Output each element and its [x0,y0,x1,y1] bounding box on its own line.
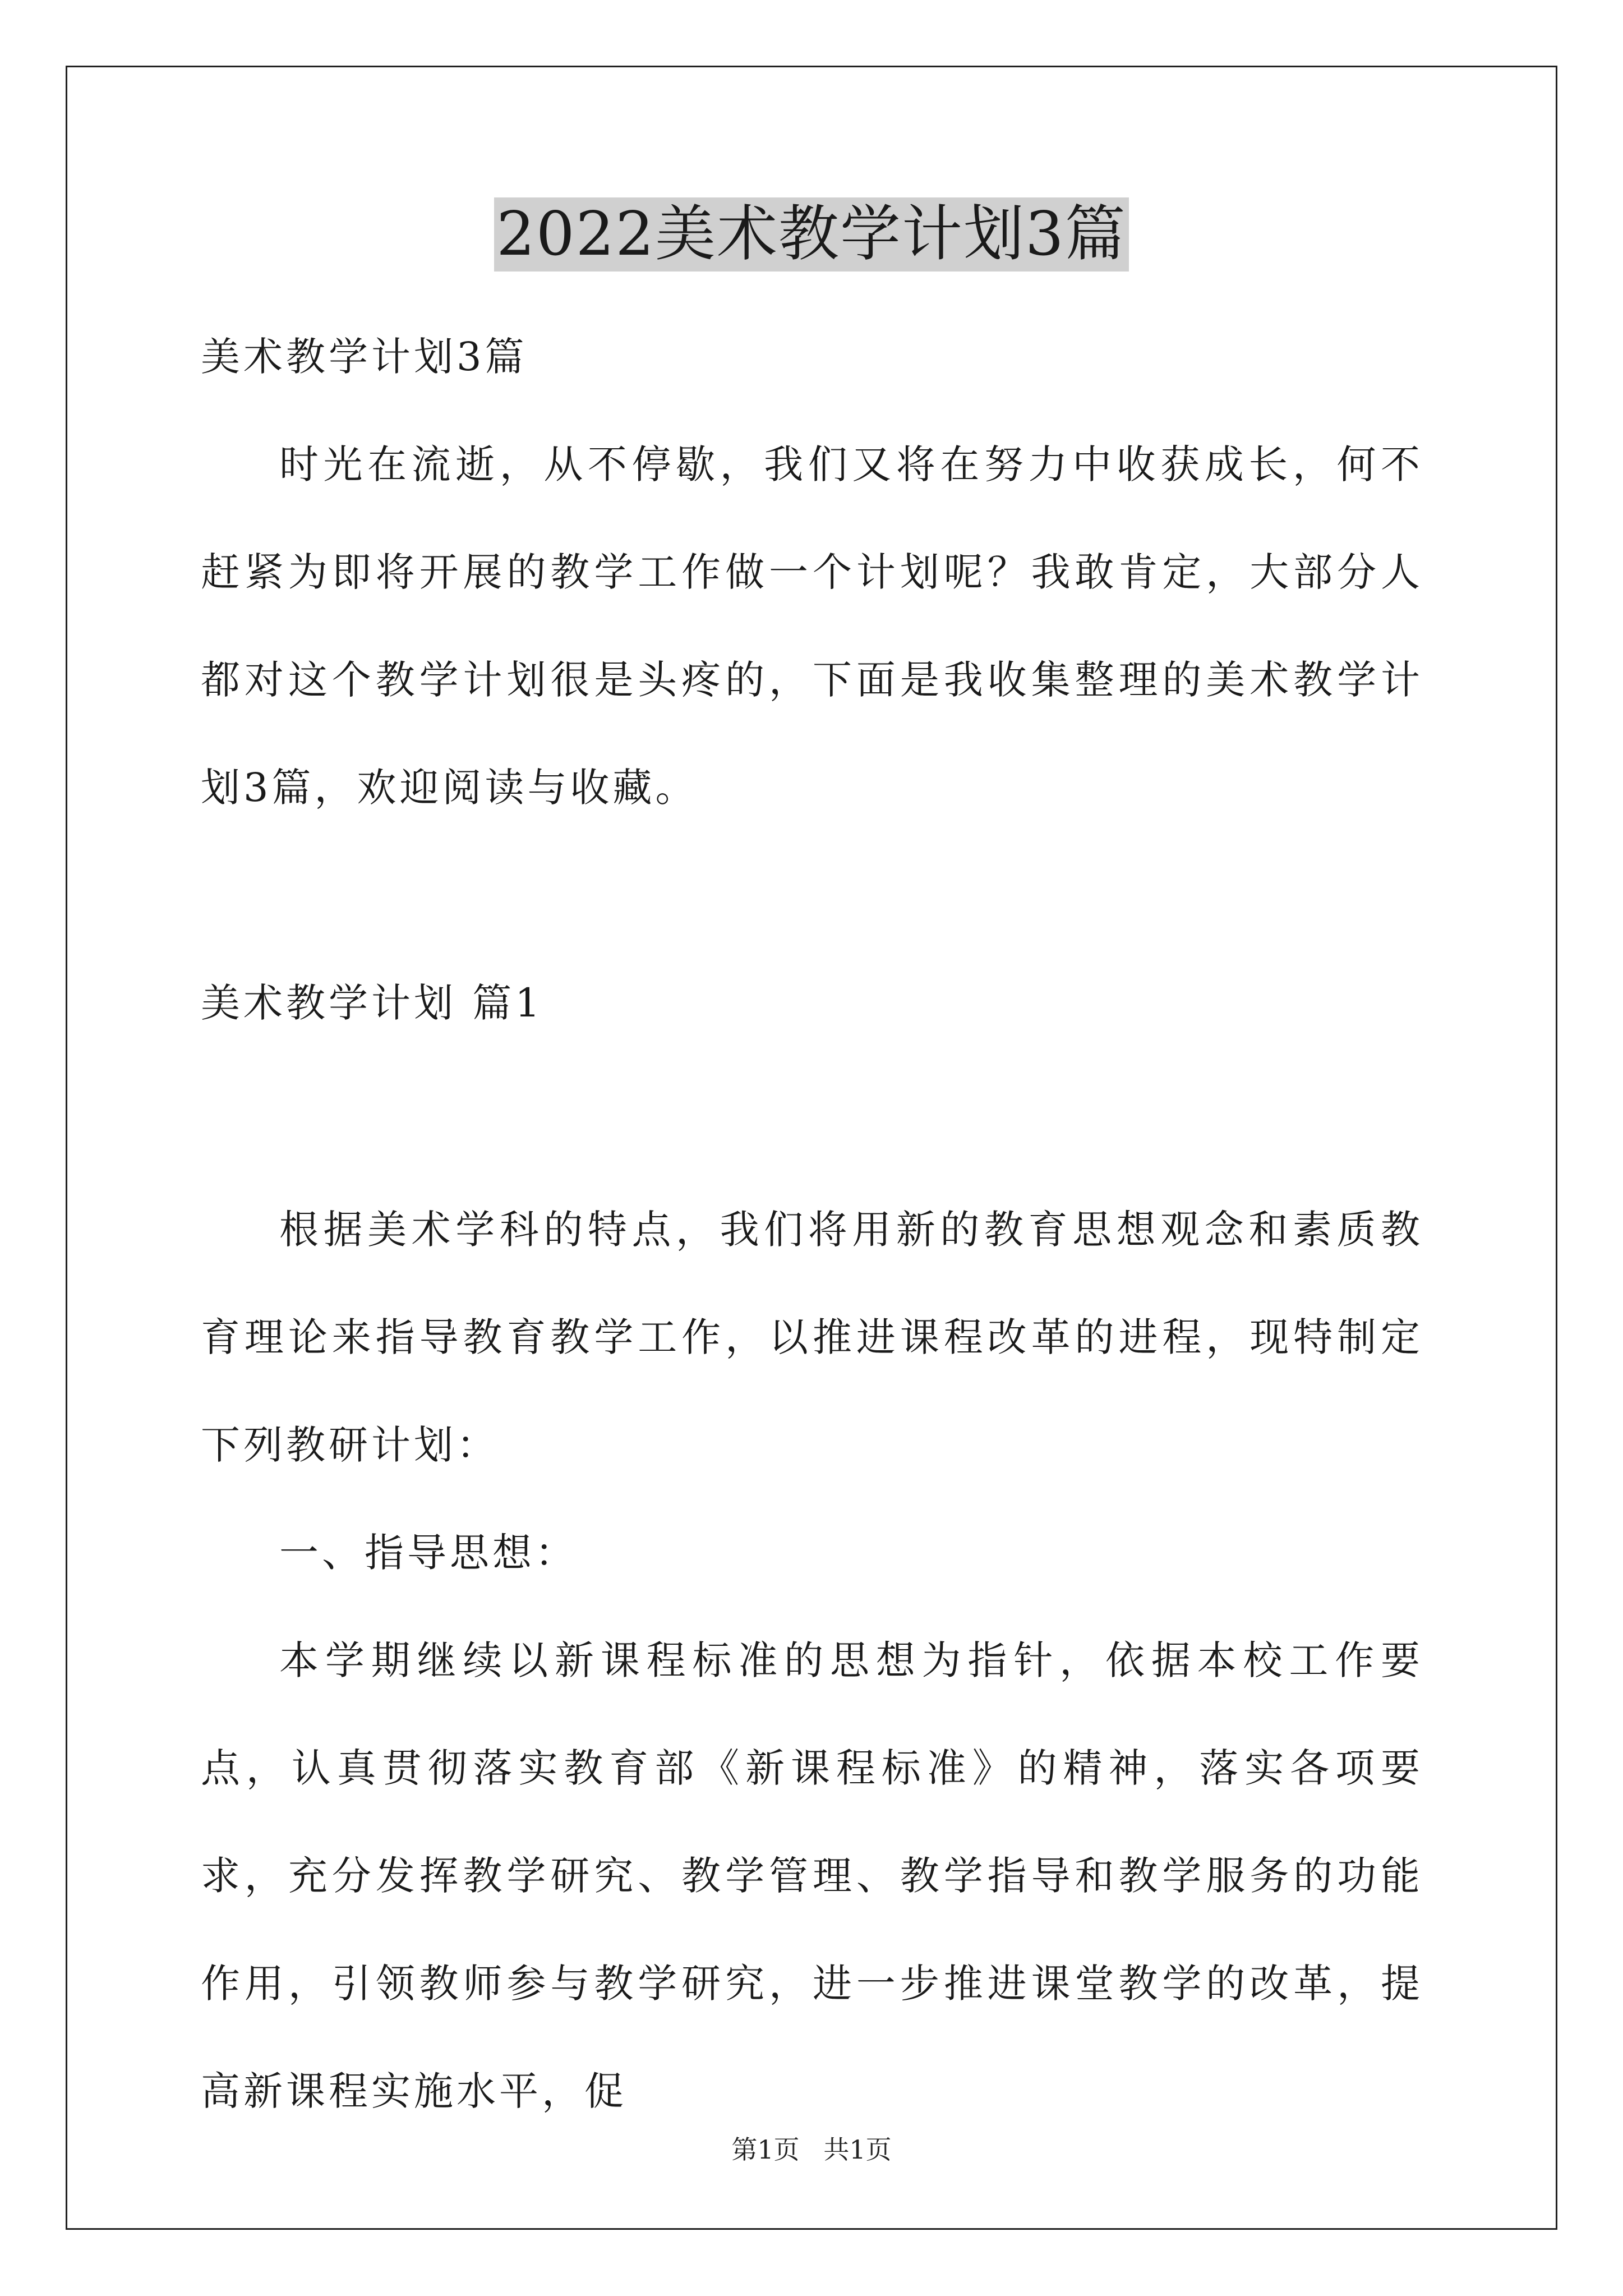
intro-block [201,411,1423,841]
page-footer [0,2129,1623,2166]
body-paragraph: 本学期继续以新课程标准的思想为指针，依据本校工作要点，认真贯彻落实教育部《新课程标准》的精神，落实各项要求，充分发挥教学研究、教学管理、教学指导和教学服务的功能作用，引领教师参与教学研究，进一步推进课堂教学的改革，提高新课程实施水平，促 [201,1637,1423,2114]
intro-paragraph: 时光在流逝，从不停歇，我们又将在努力中收获成长，何不赶紧为即将开展的教学工作做一个计划呢？我敢肯定，大部分人都对这个教学计划很是头疼的，下面是我收集整理的美术教学计划3篇，欢迎阅读与收藏。 [201,441,1423,811]
section-heading: 美术教学计划 篇1 [201,980,543,1026]
sub-heading: 一、指导思想： [279,1530,578,1576]
document-subtitle-block [201,303,1423,411]
body-paragraph: 根据美术学科的特点，我们将用新的教育思想观念和素质教育理论来指导教育教学工作，以推进课程改革的进程，现特制定下列教研计划： [201,1207,1423,1468]
section1-para1-block [201,1176,1423,1499]
page-number: 第1页 [731,2134,800,2165]
document-subtitle: 美术教学计划3篇 [201,334,528,380]
section1-sub1-block [201,1499,1423,1607]
page-total: 共1页 [823,2134,892,2165]
section1-heading-block [201,949,1423,1057]
section1-para2-block [201,1607,1423,2145]
document-title: 2022美术教学计划3篇 [494,197,1129,272]
title-container [0,197,1623,272]
